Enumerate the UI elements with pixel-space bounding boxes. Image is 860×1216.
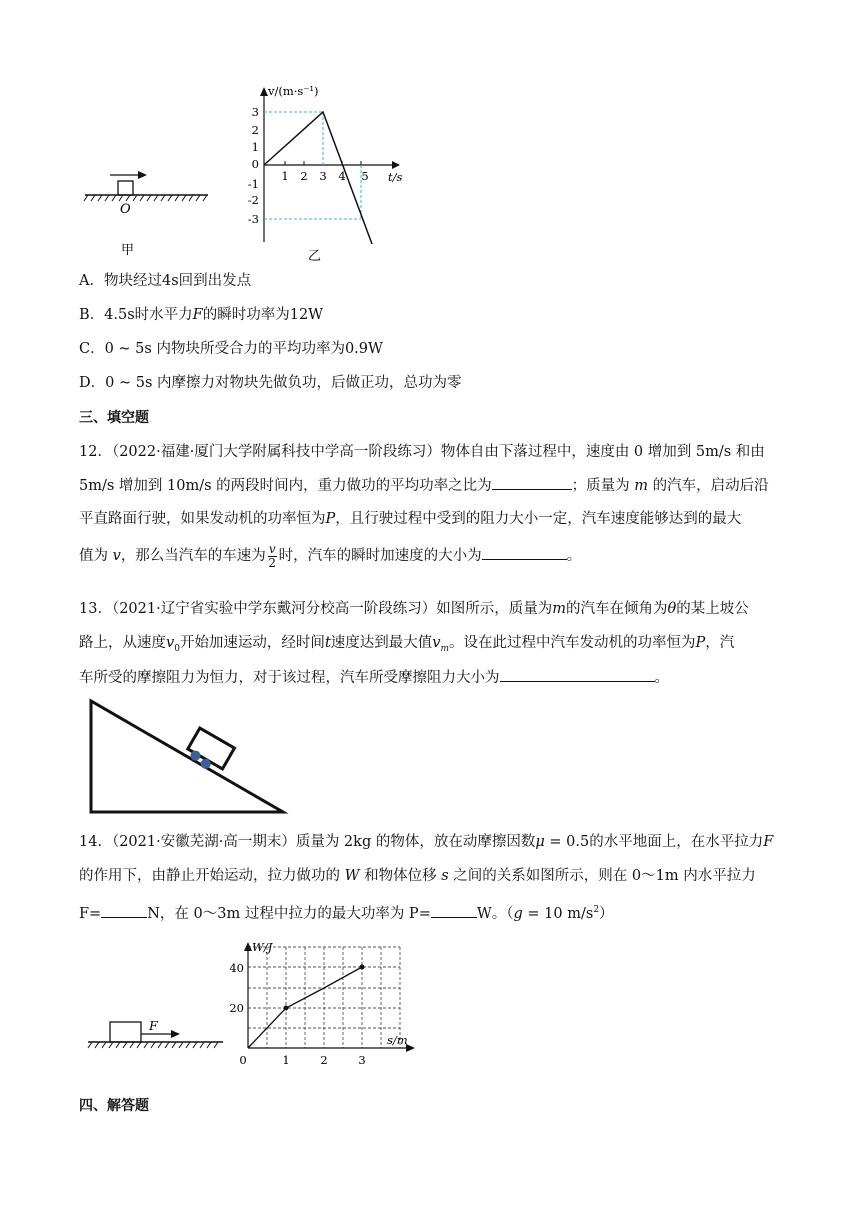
force-label: F <box>149 1018 158 1033</box>
option-d: D．0 ~ 5s 内摩擦力对物块先做负功，后做正功，总功为零 <box>79 375 462 391</box>
v-tick-1: 1 <box>251 140 259 154</box>
q12-line-2: 5m/s 增加到 10m/s 的两段时间内，重力做功的平均功率之比为 ；质量为 m 的汽车，启动后沿 <box>79 475 769 496</box>
velocity-curve <box>264 112 372 244</box>
point-o-label: O <box>120 202 131 217</box>
w-tick-40: 40 <box>229 961 244 975</box>
point-3m-40j <box>360 965 365 970</box>
q12-blank-2[interactable] <box>482 545 567 560</box>
q13-blank[interactable] <box>500 667 655 682</box>
t-tick-4: 4 <box>338 169 346 183</box>
t-tick-2: 2 <box>300 169 308 183</box>
fraction-v-over-2: $\frac{v}{2}$ <box>268 541 277 570</box>
incline-triangle <box>91 701 283 812</box>
ground-hatching <box>84 195 207 201</box>
block-force-figure <box>85 1015 230 1055</box>
car-body <box>188 728 235 769</box>
w-tick-20: 20 <box>229 1001 244 1015</box>
v-tick-neg2: -2 <box>247 193 259 207</box>
q14-line-3: F= N，在 0～3m 过程中拉力的最大功率为 P= W。（g = 10 $m/s^2$） <box>79 900 614 924</box>
q12-line-1: 12．（2022·福建·厦门大学附属科技中学高一阶段练习）物体自由下落过程中，速度由 0 增加到 5m/s 和由 <box>79 444 765 460</box>
q14-line-2: 的作用下，由静止开始运动，拉力做功的 W 和物体位移 s 之间的关系如图所示，则在 0～1m 内水平拉力 <box>79 868 756 884</box>
s-tick-1: 1 <box>282 1053 290 1067</box>
v-axis-arrow <box>260 87 268 96</box>
s-tick-0: 0 <box>239 1053 247 1067</box>
q14-blank-2[interactable] <box>431 903 477 918</box>
point-1m-20j <box>284 1006 289 1011</box>
grid <box>248 947 400 1048</box>
s-axis-label: s/m <box>387 1033 408 1047</box>
v-tick-2: 2 <box>251 123 259 137</box>
figure-jia <box>80 160 215 260</box>
t-axis-label: t/s <box>388 170 403 184</box>
s-tick-3: 3 <box>358 1053 366 1067</box>
q14-line-1: 14．（2021·安徽芜湖·高一期末）质量为 2kg 的物体，放在动摩擦因数μ = 0.5的水平地面上，在水平拉力F <box>79 834 774 850</box>
velocity-arrow-head <box>138 171 147 179</box>
v-tick-labels <box>248 105 259 226</box>
t-tick-labels <box>281 169 368 183</box>
q14-blank-1[interactable] <box>101 903 147 918</box>
t-tick-3: 3 <box>319 169 327 183</box>
incline-figure <box>85 695 290 820</box>
option-a: A．物块经过4s回到出发点 <box>79 273 252 289</box>
option-b: B．4.5s时水平力F的瞬时功率为12W <box>79 307 324 323</box>
w-s-graph <box>225 935 420 1075</box>
v-tick-0: 0 <box>251 157 259 171</box>
q13-line-2: 路上，从速度$v_0$开始加速运动，经时间t速度达到最大值$v_m$。设在此过程中汽车发动机的功率恒为P，汽 <box>79 635 735 654</box>
section-4-heading: 四、解答题 <box>79 1098 149 1114</box>
option-c: C．0 ~ 5s 内物块所受合力的平均功率为0.9W <box>79 341 383 357</box>
q13-line-3: 车所受的摩擦阻力为恒力，对于该过程，汽车所受摩擦阻力大小为 。 <box>79 667 669 688</box>
block <box>118 181 133 195</box>
q13-line-1: 13．（2021·辽宁省实验中学东戴河分校高一阶段练习）如图所示，质量为m的汽车在倾角为θ的某上坡公 <box>79 601 749 617</box>
q12-blank-1[interactable] <box>492 475 572 490</box>
block <box>110 1022 141 1042</box>
force-arrow-head <box>171 1030 180 1038</box>
v-axis-label: v/(m·s⁻¹) <box>268 84 319 98</box>
v-tick-neg3: -3 <box>247 212 259 226</box>
s-tick-labels <box>239 1053 365 1067</box>
figure-yi-vt-graph <box>228 82 418 264</box>
v-tick-neg1: -1 <box>247 177 259 191</box>
ground-hatching <box>88 1042 218 1048</box>
figure-yi-caption: 乙 <box>308 249 322 264</box>
t-axis-arrow <box>392 161 400 169</box>
q12-line-3: 平直路面行驶，如果发动机的功率恒为P，且行驶过程中受到的阻力大小一定，汽车速度能够达到的最大 <box>79 511 742 527</box>
t-tick-5: 5 <box>361 169 369 183</box>
w-axis-arrow <box>244 942 252 951</box>
t-tick-1: 1 <box>281 169 289 183</box>
figure-jia-caption: 甲 <box>121 243 135 258</box>
q12-line-4: 值为 v，那么当汽车的车速为 $\frac{v}{2}$ 时，汽车的瞬时加速度的大小为 。 <box>79 541 582 570</box>
w-axis-label: W/J <box>252 940 273 954</box>
s-tick-2: 2 <box>320 1053 328 1067</box>
section-3-heading: 三、填空题 <box>79 410 149 426</box>
v-tick-3: 3 <box>251 105 259 119</box>
w-tick-labels <box>229 961 244 1015</box>
